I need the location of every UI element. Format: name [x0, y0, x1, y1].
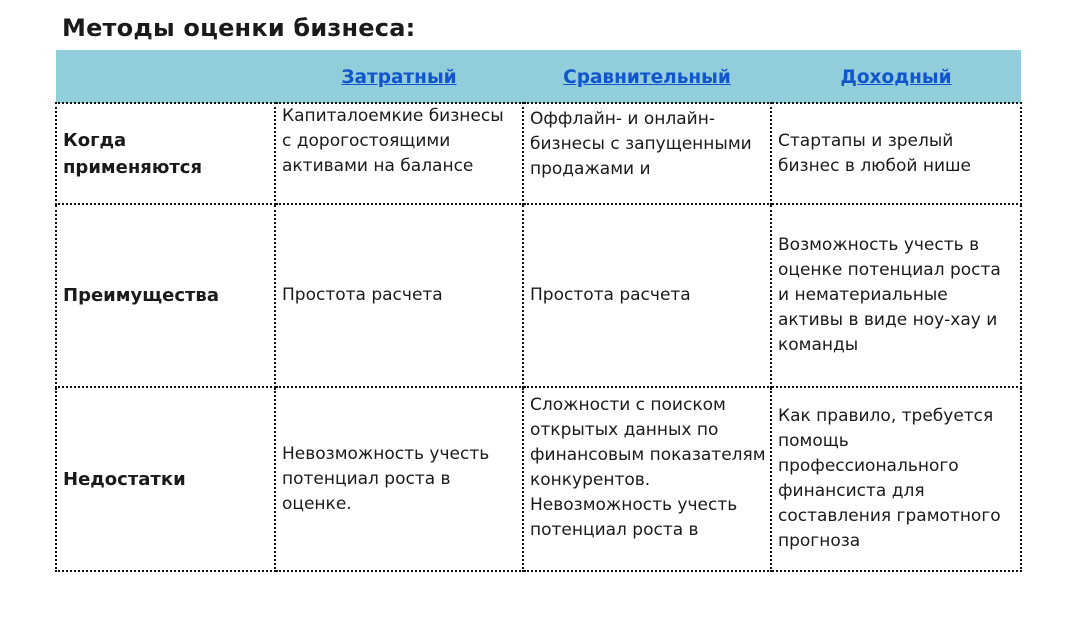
cell-when-applied-comparative [523, 103, 771, 204]
row-label-when-applied [56, 103, 275, 204]
table-row-when-applied [56, 103, 1021, 204]
header-cell-comparative [523, 50, 771, 103]
cell-when-applied-income [771, 103, 1021, 204]
table-row-advantages [56, 204, 1021, 387]
valuation-methods-table [55, 50, 1022, 572]
cell-text: Простота расчета [282, 285, 443, 305]
cell-text: Сложности с поиском открытых данных по финансовым показателям конкурентов. Невозможность учесть потенциал роста в [530, 395, 766, 540]
cell-disadvantages-comparative [523, 387, 771, 571]
cell-text: Возможность учесть в оценке потенциал роста и нематериальные активы в виде ноу-хау и команды [778, 235, 1001, 355]
cell-text: Капиталоемкие бизнесы с дорогостоящими активами на балансе [282, 106, 504, 176]
cell-text: Стартапы и зрелый бизнес в любой нише [778, 130, 972, 176]
header-corner-cell [56, 50, 275, 103]
table-row-disadvantages [56, 387, 1021, 571]
cell-text: Как правило, требуется помощь профессионального финансиста для составления грамотного прогноза [778, 406, 1001, 551]
header-cell-cost [275, 50, 523, 103]
cell-text: Оффлайн- и онлайн-бизнесы с запущенными продажами и [530, 109, 752, 179]
page-title: Методы оценки бизнеса: [62, 14, 416, 42]
cell-disadvantages-cost [275, 387, 523, 571]
cost-method-link[interactable]: Затратный [341, 66, 457, 88]
cell-advantages-income [771, 204, 1021, 387]
table-header-row [56, 50, 1021, 103]
row-label-disadvantages: Недостатки [56, 387, 275, 571]
cell-when-applied-cost [275, 103, 523, 204]
income-method-link[interactable]: Доходный [840, 66, 952, 88]
row-label-line-1: Когда [63, 129, 127, 151]
header-cell-income [771, 50, 1021, 103]
cell-advantages-comparative [523, 204, 771, 387]
row-label-line-2: применяются [63, 156, 203, 178]
cell-advantages-cost [275, 204, 523, 387]
cell-text: Невозможность учесть потенциал роста в оценке. [282, 443, 490, 514]
cell-disadvantages-income [771, 387, 1021, 571]
comparative-method-link[interactable]: Сравнительный [563, 66, 731, 88]
cell-text: Простота расчета [530, 285, 691, 305]
row-label-advantages: Преимущества [56, 204, 275, 387]
